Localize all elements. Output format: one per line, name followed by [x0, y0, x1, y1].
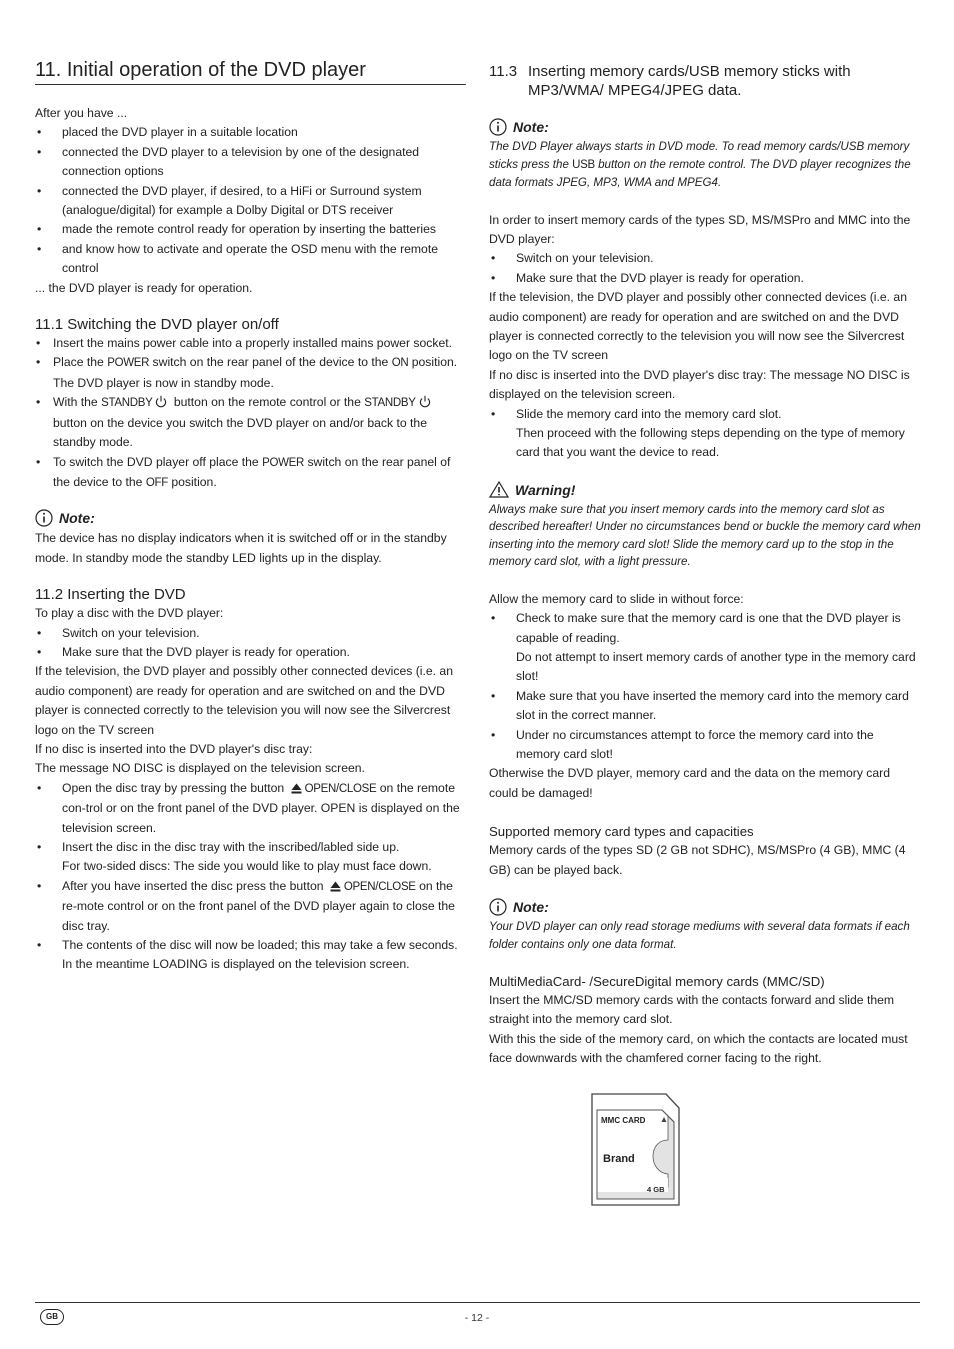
- left-column: [35, 58, 466, 975]
- force-list: [489, 609, 921, 764]
- note-text: Your DVD player can only read storage mediums with several data formats if each folder contains only one data format.: [489, 920, 910, 951]
- paragraph: The message NO DISC is displayed on the television screen.: [35, 761, 365, 776]
- list-item: • Switch on your television.: [35, 624, 466, 643]
- warning-heading: Warning!: [489, 479, 921, 501]
- language-badge: GB: [40, 1309, 64, 1325]
- switching-list: [35, 334, 466, 493]
- paragraph: Memory cards of the types SD (2 GB not SDHC), MS/MSPro (4 GB), MMC (4 GB) can be played back.: [489, 843, 906, 877]
- eject-icon: [291, 783, 302, 794]
- list-item: • Make sure that the DVD player is ready for operation.: [35, 643, 466, 662]
- note-text: The DVD Player always starts in DVD mode. To read memory cards/USB memory sticks press the USB button on the remote control. The DVD player recognizes the data formats JPEG, MP3, WMA and MPEG4.: [489, 140, 911, 189]
- info-icon: [489, 118, 507, 136]
- paragraph: With this the side of the memory card, on which the contacts are located must face downwards with the chamfered corner facing to the right.: [489, 1031, 908, 1066]
- paragraph: If no disc is inserted into the DVD player's disc tray:: [35, 741, 313, 756]
- on-key: ON: [391, 357, 409, 370]
- paragraph: Allow the memory card to slide in without force:: [489, 591, 744, 606]
- slide-card-list: [489, 405, 921, 463]
- paragraph: Insert the MMC/SD memory cards with the contacts forward and slide them straight into the memory card slot.: [489, 993, 895, 1027]
- note-text: The device has no display indicators when it is switched off or in the standby mode. In standby mode the standby LED lights up in the display.: [35, 531, 447, 565]
- intro-text: After you have ...: [35, 106, 128, 120]
- list-item: • With the STANDBY button on the remote control or the STANDBY button on the device you switch the DVD player on and/or back to the standby mode.: [35, 393, 466, 452]
- page-title: 11. Initial operation of the DVD player: [35, 58, 466, 85]
- note-heading: Note:: [489, 116, 921, 138]
- list-item: • Make sure that the DVD player is ready for operation.: [489, 269, 921, 288]
- list-item: • and know how to activate and operate the OSD menu with the remote control: [35, 240, 466, 279]
- note-heading: Note:: [35, 507, 466, 529]
- list-item: • The contents of the disc will now be loaded; this may take a few seconds. In the meantime LOADING is displayed on the television screen.: [35, 936, 466, 975]
- power-icon: [419, 395, 431, 408]
- right-column: [489, 62, 921, 1069]
- note-heading: Note:: [489, 896, 921, 918]
- disc-steps-list: [35, 779, 466, 975]
- supported-cards-heading: Supported memory card types and capacities: [489, 824, 754, 840]
- intro-end: ... the DVD player is ready for operation.: [35, 280, 253, 295]
- list-item: • placed the DVD player in a suitable location: [35, 123, 466, 142]
- list-item: • Slide the memory card into the memory card slot. Then proceed with the following steps depending on the type of memory card that you want the device to read.: [489, 405, 921, 463]
- eject-icon: [330, 881, 341, 892]
- list-item: • connected the DVD player to a television by one of the designated connection options: [35, 143, 466, 182]
- mmc-card-illustration: [590, 1092, 682, 1208]
- inserting-list: [35, 624, 466, 663]
- mmc-sd-heading: MultiMediaCard- /SecureDigital memory cards (MMC/SD): [489, 974, 825, 990]
- section-heading-11-3: 11.3 Inserting memory cards/USB memory sticks with MP3/WMA/ MPEG4/JPEG data.: [489, 63, 851, 99]
- list-item: • Make sure that you have inserted the memory card into the memory card slot in the correct manner.: [489, 687, 921, 726]
- footer-divider: [35, 1302, 920, 1303]
- card-brand: Brand: [603, 1153, 635, 1165]
- paragraph: In order to insert memory cards of the types SD, MS/MSPro and MMC into the DVD player:: [489, 212, 911, 246]
- memory-prep-list: [489, 249, 921, 288]
- list-item: • Under no circumstances attempt to force the memory card into the memory card slot!: [489, 726, 921, 765]
- page-number: - 12 -: [464, 1312, 490, 1324]
- info-icon: [489, 898, 507, 916]
- list-item: • Open the disc tray by pressing the button OPEN/CLOSE on the remote con-trol or on the front panel of the DVD player. OPEN is displayed on the television screen.: [35, 779, 466, 838]
- list-item: • Insert the mains power cable into a properly installed mains power socket.: [35, 334, 466, 353]
- power-icon: [155, 395, 167, 408]
- list-item: • Switch on your television.: [489, 249, 921, 268]
- power-key: POWER: [107, 357, 150, 370]
- paragraph: If no disc is inserted into the DVD player's disc tray: The message NO DISC is displayed on the television screen.: [489, 367, 910, 402]
- paragraph: Otherwise the DVD player, memory card and the data on the memory card could be damaged!: [489, 766, 891, 800]
- warning-icon: [489, 481, 509, 498]
- card-capacity: 4 GB: [647, 1185, 665, 1194]
- list-item: • made the remote control ready for operation by inserting the batteries: [35, 220, 466, 239]
- list-item: • To switch the DVD player off place the POWER switch on the rear panel of the device to the OFF position.: [35, 453, 466, 494]
- paragraph: To play a disc with the DVD player:: [35, 606, 224, 621]
- card-label: MMC CARD: [601, 1116, 646, 1125]
- warning-text: Always make sure that you insert memory cards into the memory card slot as described hereafter! Under no circumstances bend or buckle the memory card when inserting into the memory card slot! Slide the memory card up to the stop in the memory card slot, with a light pressure.: [489, 502, 921, 569]
- info-icon: [35, 509, 53, 527]
- list-item: • Place the POWER switch on the rear panel of the device to the ON position. The DVD player is now in standby mode.: [35, 353, 466, 393]
- paragraph: If the television, the DVD player and possibly other connected devices (i.e. an audio component) are ready for operation and are switched on and the DVD player is connected correctly to the television you will now see the Silvercrest logo on the TV screen: [489, 290, 907, 363]
- paragraph: If the television, the DVD player and possibly other connected devices (i.e. an audio component) are ready for operation and are switched on and the DVD player is connected correctly to the television you will now see the Silvercrest logo on the TV screen: [35, 664, 453, 737]
- list-item: • Check to make sure that the memory card is one that the DVD player is capable of reading. Do not attempt to insert memory cards of another type in the memory card slot!: [489, 609, 921, 687]
- list-item: • connected the DVD player, if desired, to a HiFi or Surround system (analogue/digital) for example a Dolby Digital or DTS receiver: [35, 182, 466, 221]
- section-heading-11-1: 11.1 Switching the DVD player on/off: [35, 316, 279, 334]
- section-heading-11-2: 11.2 Inserting the DVD: [35, 586, 186, 604]
- intro-list: [35, 123, 466, 278]
- list-item: • After you have inserted the disc press the button OPEN/CLOSE on the re-mote control or on the front panel of the DVD player again to close the disc tray.: [35, 877, 466, 936]
- list-item: • Insert the disc in the disc tray with the inscribed/labled side up. For two-sided discs: The side you would like to play must face down.: [35, 838, 466, 877]
